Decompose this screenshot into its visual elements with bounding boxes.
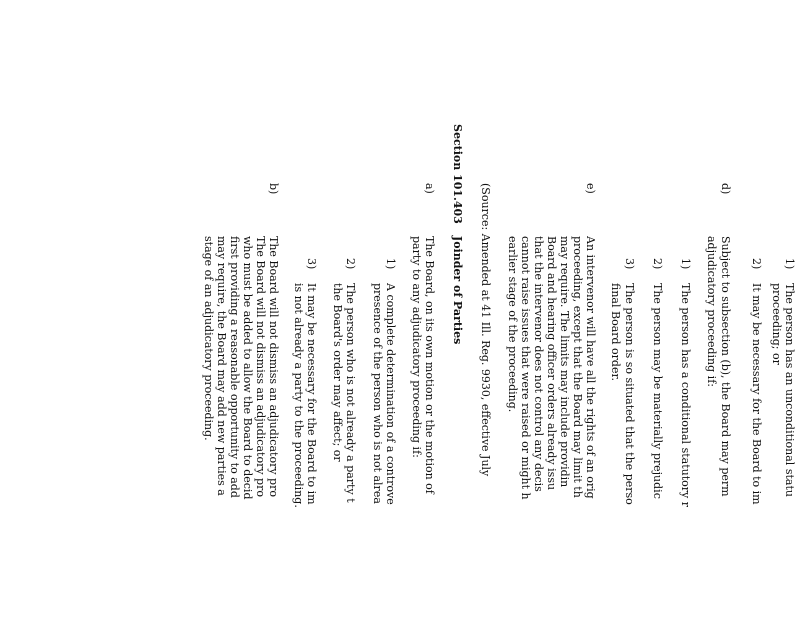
section-d-item-3-text: The person is so situated that the perso [623,283,636,505]
subsection-a-item-1-text: A complete determination of a controve [384,283,397,505]
section-title: Joinder of Parties [451,236,464,345]
subsection-a-item-1-text-continued: presence of the person who is not alrea [371,283,384,504]
subsection-a-item-2-text: The person who is not already a party t [344,283,357,503]
item-1-text: The person has an unconditional statu [783,283,796,497]
section-e-line-3: may require. The limits may include providin [558,236,571,488]
section-d-item-1-number: 1) [679,258,692,270]
section-heading: Section 101.403 [451,124,464,224]
source-note: (Source: Amended at 41 Ill. Reg. 9930, effective July [479,183,492,477]
section-e-line-7: earlier stage of the proceeding. [506,236,519,413]
section-e-label: e) [584,183,597,194]
section-e-line-2: proceeding, except that the Board may limit th [571,236,584,498]
subsection-b-line-4: first providing a reasonable opportunity to add [228,236,241,498]
section-e-line-5: that the intervenor does not control any decis [532,236,545,492]
subsection-b-line-1: The Board will not dismiss an adjudicatory pro [267,236,280,497]
subsection-a-item-2-number: 2) [344,258,357,270]
subsection-b-label: b) [267,183,280,195]
section-d-item-3-number: 3) [623,258,636,270]
section-d-text: Subject to subsection (b), the Board may perm [719,236,732,497]
subsection-a-label: a) [423,183,436,194]
section-e-line-1: An intervenor will have all the rights of an orig [584,236,597,499]
subsection-b-line-5: may require, the Board may add new parties a [215,236,228,496]
section-d-item-2-text: The person may be materially prejudic [651,283,664,499]
subsection-a-item-3-text-continued: is not already a party to the proceeding. [292,283,305,508]
section-d-item-2-number: 2) [651,258,664,270]
item-1-number: 1) [783,258,796,270]
item-2-number: 2) [750,258,763,270]
section-d-item-3-text-continued: final Board order. [609,283,622,382]
section-e-line-4: Board and hearing officer orders already issu [545,236,558,491]
subsection-a-item-3-text: It may be necessary for the Board to im [305,283,318,505]
subsection-b-line-6: stage of an adjudicatory proceeding. [202,236,215,441]
subsection-b-line-3: who must be added to allow the Board to decid [241,236,254,500]
subsection-a-text: The Board, on its own motion or the motion of [423,236,436,494]
section-d-label: d) [719,183,732,195]
subsection-a-item-1-number: 1) [384,258,397,270]
subsection-b-line-2: The Board will not dismiss an adjudicatory pro [254,236,267,497]
subsection-a-item-3-number: 3) [305,258,318,270]
item-1-text-continued: proceeding; or [770,283,783,365]
section-d-item-1-text: The person has a conditional statutory r [679,283,692,507]
subsection-a-text-continued: party to any adjudicatory proceeding if: [410,236,423,458]
section-d-text-continued: adjudicatory proceeding if: [705,236,718,387]
subsection-a-item-2-text-continued: the Board's order may affect; or [331,283,344,462]
item-2-text: It may be necessary for the Board to im [750,283,763,505]
section-e-line-6: cannot raise issues that were raised or might h [519,236,532,500]
